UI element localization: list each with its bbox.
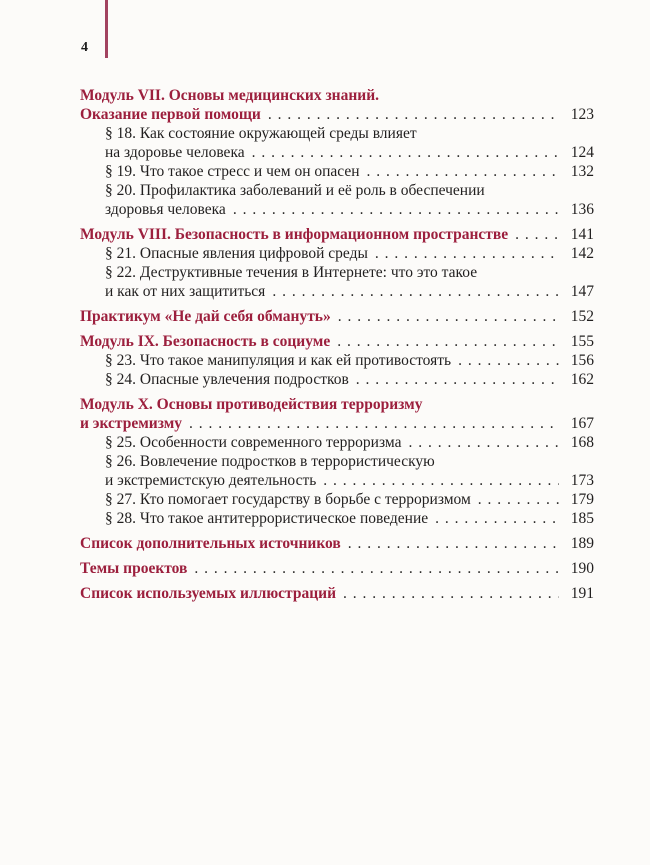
dot-leader — [338, 307, 559, 326]
toc-entry-text: § 28. Что такое антитеррористическое поведение — [105, 510, 429, 527]
toc-section-row — [80, 282, 594, 301]
toc-entry-text: Оказание первой помощи — [80, 106, 261, 123]
toc-section-row — [80, 471, 594, 490]
toc-page-number: 142 — [570, 245, 594, 262]
toc-entry-text: Темы проектов — [80, 560, 188, 577]
toc-entry-text: § 20. Профилактика заболеваний и её роль в обеспечении — [105, 182, 485, 199]
toc-entry-text: § 27. Кто помогает государству в борьбе с терроризмом — [105, 491, 471, 508]
dot-leader — [408, 433, 559, 452]
toc-page-number: 162 — [570, 371, 594, 388]
toc-page-number: 155 — [570, 333, 594, 350]
toc-section-row — [80, 181, 594, 200]
toc-page-number: 147 — [570, 283, 594, 300]
dot-leader — [272, 282, 559, 301]
toc-page-number: 168 — [570, 434, 594, 451]
toc-module-row — [80, 584, 594, 603]
toc-module-row — [80, 307, 594, 326]
toc-module-row — [80, 534, 594, 553]
dot-leader — [478, 490, 559, 509]
toc-section-row — [80, 452, 594, 471]
toc-entry-text: § 24. Опасные увлечения подростков — [105, 371, 349, 388]
toc-section-row — [80, 143, 594, 162]
toc-section-row — [80, 124, 594, 143]
toc-section-row — [80, 509, 594, 528]
toc-section-row — [80, 433, 594, 452]
toc-block — [80, 534, 594, 553]
toc-entry-text: Список используемых иллюстраций — [80, 585, 337, 602]
toc-block — [80, 584, 594, 603]
toc-entry-text: § 23. Что такое манипуляция и как ей противостоять — [105, 352, 452, 369]
dot-leader — [343, 584, 559, 603]
dot-leader — [458, 351, 559, 370]
toc-entry-text: Модуль VII. Основы медицинских знаний. — [80, 87, 380, 104]
toc-entry-text: Модуль IX. Безопасность в социуме — [80, 333, 331, 350]
page-number-folio: 4 — [81, 40, 88, 55]
toc-module-row — [80, 559, 594, 578]
toc-block — [80, 559, 594, 578]
toc-entry-text: § 25. Особенности современного терроризма — [105, 434, 402, 451]
toc-section-row — [80, 351, 594, 370]
toc-block — [80, 225, 594, 301]
toc-module-row — [80, 332, 594, 351]
toc-module-row — [80, 105, 594, 124]
toc-entry-text: Модуль VIII. Безопасность в информационном пространстве — [80, 226, 509, 243]
toc-section-row — [80, 162, 594, 181]
toc-page-number: 179 — [570, 491, 594, 508]
toc-entry-text: § 18. Как состояние окружающей среды влияет — [105, 125, 417, 142]
toc-entry-text: § 21. Опасные явления цифровой среды — [105, 245, 368, 262]
toc-page-number: 124 — [570, 144, 594, 161]
toc-block — [80, 307, 594, 326]
toc-page-number: 167 — [570, 415, 594, 432]
toc-block — [80, 395, 594, 528]
toc-module-row — [80, 225, 594, 244]
toc-page-number: 132 — [570, 163, 594, 180]
dot-leader — [194, 559, 559, 578]
toc-entry-text: Модуль X. Основы противодействия терроризму — [80, 396, 423, 413]
margin-rule — [105, 0, 108, 58]
dot-leader — [375, 244, 559, 263]
toc-entry-text: § 26. Вовлечение подростков в террористическую — [105, 453, 435, 470]
dot-leader — [435, 509, 559, 528]
dot-leader — [367, 162, 559, 181]
toc-section-row — [80, 263, 594, 282]
dot-leader — [323, 471, 559, 490]
toc-block — [80, 86, 594, 219]
toc — [80, 86, 594, 603]
toc-entry-text: и как от них защититься — [105, 283, 266, 300]
toc-page-number: 141 — [570, 226, 594, 243]
toc-section-row — [80, 370, 594, 389]
toc-block — [80, 332, 594, 389]
toc-page-number: 191 — [570, 585, 594, 602]
dot-leader — [268, 105, 559, 124]
toc-entry-text: Список дополнительных источников — [80, 535, 341, 552]
toc-entry-text: § 22. Деструктивные течения в Интернете: что это такое — [105, 264, 478, 281]
dot-leader — [348, 534, 559, 553]
toc-page-number: 123 — [570, 106, 594, 123]
dot-leader — [233, 200, 559, 219]
toc-module-row — [80, 395, 594, 414]
toc-page-number: 189 — [570, 535, 594, 552]
toc-page-number: 152 — [570, 308, 594, 325]
toc-section-row — [80, 244, 594, 263]
toc-entry-text: и экстремистскую деятельность — [105, 472, 317, 489]
dot-leader — [337, 332, 559, 351]
toc-page-number: 156 — [570, 352, 594, 369]
toc-entry-text: Практикум «Не дай себя обмануть» — [80, 308, 331, 325]
toc-page-number: 173 — [570, 472, 594, 489]
toc-section-row — [80, 490, 594, 509]
dot-leader — [189, 414, 559, 433]
toc-page-number: 190 — [570, 560, 594, 577]
toc-page-number: 185 — [570, 510, 594, 527]
toc-entry-text: § 19. Что такое стресс и чем он опасен — [105, 163, 360, 180]
toc-module-row — [80, 414, 594, 433]
dot-leader — [252, 143, 559, 162]
toc-page-number: 136 — [570, 201, 594, 218]
toc-entry-text: здоровья человека — [105, 201, 226, 218]
toc-section-row — [80, 200, 594, 219]
dot-leader — [356, 370, 559, 389]
toc-module-row — [80, 86, 594, 105]
dot-leader — [515, 225, 559, 244]
toc-entry-text: на здоровье человека — [105, 144, 245, 161]
toc-entry-text: и экстремизму — [80, 415, 183, 432]
